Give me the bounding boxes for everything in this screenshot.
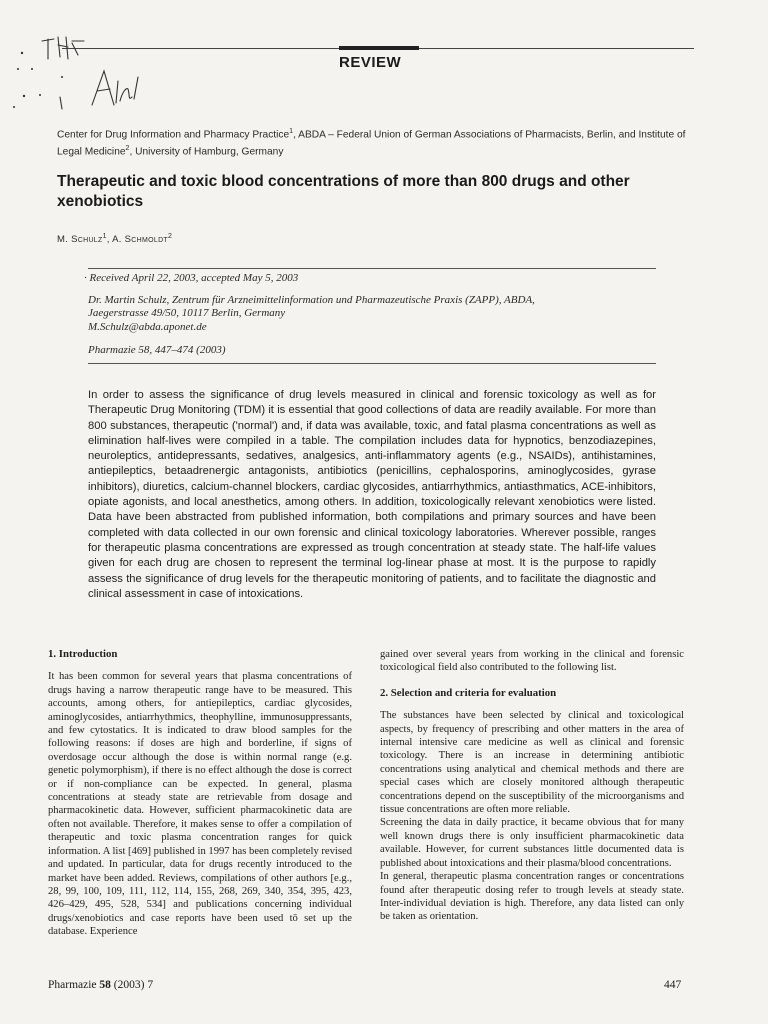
footer-issue: (2003) 7 [110, 979, 154, 991]
handwritten-signature [2, 25, 152, 120]
affiliation [57, 125, 697, 160]
article-metadata [84, 272, 660, 358]
correspondence-email: M.Schulz@abda.aponet.de [88, 320, 207, 333]
author-1-name: Schulz [71, 234, 103, 246]
journal-citation: Pharmazie 58, 447–474 (2003) [88, 344, 226, 356]
correspondence-address-line-2: Jaegerstrasse 49/50, 10117 Berlin, Germany [88, 307, 286, 319]
selection-paragraph-2: Screening the data in daily practice, it became obvious that for many well known drugs there is only insufficient pharmacokinetic data available. However, for current substances little documented data is published about intoxications and their plasma/blood concentrations. [380, 817, 684, 869]
correspondence-address-line-1: Dr. Martin Schulz, Zentrum für Arzneimittelinformation und Pharmazeutische Praxis (ZAPP), ABDA, [88, 293, 535, 306]
author-1-affiliation-marker: 1 [102, 233, 107, 240]
introduction-paragraph: It has been common for several years that plasma concentrations of drugs having a narrow therapeutic range have to be measured. This accounts, among others, for antiepileptics, cardiac glycosides, aminoglycosides, antiarrhythmics, theophylline, immunosuppressants, and few cytostatics. It is indicated to draw blood samples for the following reasons: if doses are high and borderline, if signs of overdosage occur although the dose is within normal range (e.g. genetic polymorphism), if there is no effect although the dose is correct or if non-compliance can be expected. In general, plasma concentrations at steady state are retrievable from dosage and pharmacokinetic data. However, sufficient pharmacokinetic data are often not available. Therefore, it makes sense to offer a compilation of therapeutic and toxic plasma concentration ranges for quick information. A list [469] published in 1997 has been completely revised and updated. In particular, data for drugs recently introduced to the market have been added. Reviews, compilations of other authors [e.g., 28, 99, 100, 109, 111, 112, 114, 155, 268, 269, 340, 354, 395, 423, 426–429, 495, 528, 534] and publications concerning individual drugs/xenobiotics and case reports have been used tō set up the database. Experience [48, 671, 352, 938]
body-column-left [48, 648, 352, 939]
author-list [57, 233, 172, 245]
section-heading-introduction: 1. Introduction [48, 648, 118, 660]
footer-volume: 58 [99, 979, 111, 991]
author-2-name: Schmoldt [124, 234, 169, 246]
affiliation-marker-2: 2 [125, 145, 130, 153]
paper-title: Therapeutic and toxic blood concentrations of more than 800 drugs and other xenobiotics [57, 173, 630, 210]
page-number: 447 [664, 979, 682, 991]
footer-journal-info [48, 979, 153, 991]
affiliation-text-3: , University of Hamburg, Germany [129, 146, 284, 158]
section-heading-selection: 2. Selection and criteria for evaluation [380, 686, 557, 699]
selection-paragraph-3: In general, therapeutic plasma concentration ranges or concentrations found after therapeutic dosing refer to trough levels at steady state. Inter-individual deviation is high. Therefore, any data listed can only be taken as orientation. [380, 871, 684, 923]
received-dates: · Received April 22, 2003, accepted May 5, 2003 [84, 272, 299, 284]
author-1-initial: M. [57, 234, 72, 246]
meta-top-rule [88, 268, 656, 269]
affiliation-text-2: , ABDA – Federal Union of German Associations of Pharmacists, Berlin, and Institute of Legal Medicine [57, 129, 686, 158]
affiliation-text-1: Center for Drug Information and Pharmacy Practice [57, 129, 290, 141]
footer-journal-name: Pharmazie [48, 979, 100, 991]
author-separator: , A. [106, 234, 125, 246]
selection-paragraph-1: The substances have been selected by clinical and toxicological aspects, by frequency of prescribing and other matters in the area of internal intensive care medicine as well as clinical and forensic toxicology. There is an increase in determining antibiotic concentrations using analytical and chemical methods and there are special cases which are closely monitored although therapeutic concentrations depend on the susceptibility of the microorganisms and tissue concentrations are often more reliable. [380, 710, 684, 816]
affiliation-marker-1: 1 [289, 128, 294, 135]
section-label: REVIEW [339, 54, 402, 71]
section-marker-bar [339, 46, 419, 50]
body-column-right [380, 648, 684, 924]
meta-bottom-rule [88, 363, 656, 364]
introduction-continued-paragraph: gained over several years from working in the clinical and forensic toxicological field also contributed to the following list. [380, 649, 684, 674]
abstract: In order to assess the significance of drug levels measured in clinical and forensic toxicology as well as for Therapeutic Drug Monitoring (TDM) it is essential that good collections of data are readily available. For more than 800 substances, therapeutic ('normal') and, if data was available, toxic, and fatal plasma concentrations as well as elimination half-lives were compiled in a table. The compilation includes data for hypnotics, benzodiazepines, neuroleptics, antidepressants, sedatives, analgesics, anti-inflammatory agents (e.g., NSAIDs), antihistamines, antiepileptics, betaadrenergic antagonists, antibiotics (penicillins, cephalosporins, aminoglycosides, gyrase inhibitors), diuretics, calcium-channel blockers, cardiac glycosides, antiarrhythmics, antiasthmatics, ACE-inhibitors, opiate agonists, and local anesthetics, among others. In addition, toxicologically relevant xenobiotics were listed. Data have been abstracted from published information, both compilations and primary sources and have been completed with data collected in our own forensic and clinical toxicology laboratories. Wherever possible, ranges for therapeutic plasma concentrations are expressed as trough concentration at steady state. The half-life values given for each drug are chosen to represent the terminal log-linear phase at most. It is the purpose to rapidly assess the significance of drug levels for the therapeutic monitoring of patients, and to facilitate the diagnostic and clinical assessment in case of intoxications. [88, 389, 656, 600]
author-2-affiliation-marker: 2 [168, 233, 173, 240]
